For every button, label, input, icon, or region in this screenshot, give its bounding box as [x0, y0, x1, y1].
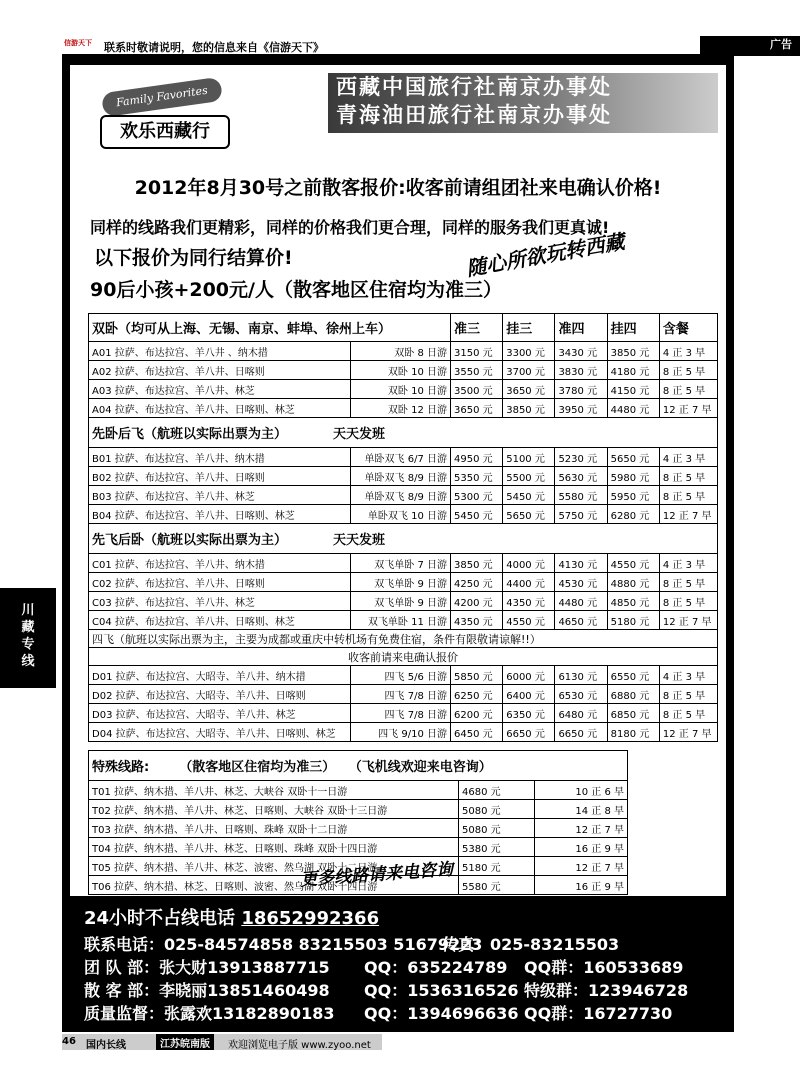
table-row — [89, 751, 628, 781]
table-cell: 8 正 5 早 — [659, 380, 717, 399]
section-label: 特殊线路: — [92, 760, 150, 775]
table-row — [89, 418, 718, 448]
table-cell: 4200 元 — [451, 592, 503, 611]
contact-text: QQ：1536316526 — [364, 981, 519, 1000]
edition-badge: 江苏皖南版 — [156, 1034, 214, 1050]
table-cell: 5580 元 — [459, 876, 535, 895]
headline: 2012年8月30号之前散客报价:收客前请组团社来电确认价格! — [134, 177, 662, 199]
table-cell: 4530 元 — [555, 573, 607, 592]
table-cell: 3430 元 — [555, 342, 607, 361]
table-cell: 单卧双飞 8/9 日游 — [350, 467, 450, 486]
table-cell: 5630 元 — [555, 467, 607, 486]
table-row — [89, 723, 718, 742]
table-row — [89, 448, 718, 467]
table-cell: 4350 元 — [451, 611, 503, 630]
table-cell: 4880 元 — [607, 573, 659, 592]
table-cell: 8 正 5 早 — [659, 573, 717, 592]
table-cell: 8 正 5 早 — [659, 592, 717, 611]
table-cell: 5580 元 — [555, 486, 607, 505]
table-cell: 双飞单卧 9 日游 — [350, 573, 450, 592]
contact-text: QQ群：160533689 — [524, 958, 684, 977]
table-cell: 双飞单卧 11 日游 — [350, 611, 450, 630]
table-cell: 4 正 3 早 — [659, 342, 717, 361]
table-row — [89, 486, 718, 505]
table-cell: B02 拉萨、布达拉宫、羊八井、日喀则 — [89, 467, 351, 486]
contact-text: 联系电话：025-84574858 83215503 51679223 — [84, 935, 483, 954]
footer-web: 欢迎浏览电子版 www.zyoo.net — [228, 1040, 371, 1051]
table-cell: 四飞 5/6 日游 — [350, 666, 450, 685]
table-cell: 4550 元 — [503, 611, 555, 630]
table-cell: D02 拉萨、布达拉宫、大昭寺、羊八井、日喀则 — [89, 685, 351, 704]
table-row — [89, 838, 628, 857]
section-header — [89, 751, 628, 781]
table-cell: 3830 元 — [555, 361, 607, 380]
table-cell: A01 拉萨、布达拉宫、羊八井 、纳木措 — [89, 342, 351, 361]
ad-tag: 广告 — [700, 36, 800, 54]
table-cell: 6530 元 — [555, 685, 607, 704]
section-note: 天天发班 — [333, 533, 386, 548]
section-label: 先飞后卧（航班以实际出票为主） — [92, 533, 288, 548]
table-cell: 6450 元 — [451, 723, 503, 742]
section-label: 先卧后飞（航班以实际出票为主） — [92, 427, 288, 442]
table-cell: 4480 元 — [555, 592, 607, 611]
contact-text: 散 客 部：李晓丽13851460498 — [84, 981, 330, 1000]
table-cell: 4650 元 — [555, 611, 607, 630]
table-cell: 5180 元 — [459, 857, 535, 876]
table-cell: 12 正 7 早 — [659, 399, 717, 418]
table-cell: 16 正 9 早 — [535, 876, 628, 895]
page-number: 46 — [62, 1036, 76, 1047]
table-cell: 3650 元 — [503, 380, 555, 399]
table-cell: 双卧 10 日游 — [350, 361, 450, 380]
table-cell: 5080 元 — [459, 819, 535, 838]
table-row — [89, 573, 718, 592]
table-cell: 4680 元 — [459, 781, 535, 800]
table-cell: 5100 元 — [503, 448, 555, 467]
table-cell: 双飞单卧 9 日游 — [350, 592, 450, 611]
table-cell: 8 正 5 早 — [659, 467, 717, 486]
table-cell: 3550 元 — [451, 361, 503, 380]
table-cell: B04 拉萨、布达拉宫、羊八井、日喀则、林芝 — [89, 505, 351, 524]
table-cell: A02 拉萨、布达拉宫、羊八井、日喀则 — [89, 361, 351, 380]
table-cell: C01 拉萨、布达拉宫、羊八井、纳木措 — [89, 554, 351, 573]
table-cell: 8 正 5 早 — [659, 361, 717, 380]
table-row — [89, 524, 718, 554]
contact-text: QQ群：16727730 — [524, 1004, 673, 1023]
table-row — [89, 342, 718, 361]
hotline-number: 18652992366 — [241, 908, 380, 929]
table-row — [89, 380, 718, 399]
column-header: 挂四 — [607, 314, 659, 342]
table-cell: 5950 元 — [607, 486, 659, 505]
table-cell: 5450 元 — [451, 505, 503, 524]
section-header — [89, 418, 718, 448]
table-cell: 6550 元 — [607, 666, 659, 685]
table-cell: B01 拉萨、布达拉宫、羊八井、纳木措 — [89, 448, 351, 467]
top-bar — [62, 36, 800, 56]
table-cell: 6480 元 — [555, 704, 607, 723]
table-cell: 12 正 7 早 — [659, 611, 717, 630]
table-cell: 8 正 5 早 — [659, 704, 717, 723]
section-label: （散客地区住宿均为准三） — [179, 760, 336, 775]
table-cell: 6000 元 — [503, 666, 555, 685]
table-cell: C04 拉萨、布达拉宫、羊八井、日喀则、林芝 — [89, 611, 351, 630]
agency-logo — [92, 81, 242, 161]
section-note: 四飞（航班以实际出票为主，主要为成都或重庆中转机场有免费住宿，条件有限敬请谅解!!） — [89, 630, 718, 648]
hotline — [84, 904, 379, 930]
table-cell: 12 正 7 早 — [535, 819, 628, 838]
settlement-note: 以下报价为同行结算价! — [94, 247, 293, 269]
table-row — [89, 467, 718, 486]
table-cell: 3950 元 — [555, 399, 607, 418]
table-cell: 3150 元 — [451, 342, 503, 361]
tagline: 随心所欲玩转西藏 — [464, 229, 627, 281]
table-cell: 6880 元 — [607, 685, 659, 704]
contact-text: 团 队 部：张大财13913887715 — [84, 958, 330, 977]
table-cell: 6650 元 — [503, 723, 555, 742]
table-cell: 5750 元 — [555, 505, 607, 524]
table-row — [89, 666, 718, 685]
table-cell: 3500 元 — [451, 380, 503, 399]
table-cell: 单卧双飞 10 日游 — [350, 505, 450, 524]
banner-line-2: 青海油田旅行社南京办事处 — [336, 103, 612, 127]
table-cell: 4400 元 — [503, 573, 555, 592]
table-cell: 4130 元 — [555, 554, 607, 573]
table-row — [89, 554, 718, 573]
column-header: 含餐 — [659, 314, 717, 342]
table-cell: 四飞 9/10 日游 — [350, 723, 450, 742]
contact-text: 质量监督：张露欢13182890183 — [84, 1004, 335, 1023]
table-cell: 5080 元 — [459, 800, 535, 819]
table-cell: 4550 元 — [607, 554, 659, 573]
table-cell: 5650 元 — [503, 505, 555, 524]
table-cell: D03 拉萨、布达拉宫、大昭寺、羊八井、林芝 — [89, 704, 351, 723]
table-cell: 4 正 3 早 — [659, 448, 717, 467]
side-tab: 川藏专线 — [0, 588, 56, 688]
table-cell: 5350 元 — [451, 467, 503, 486]
table-cell: A04 拉萨、布达拉宫、羊八井、日喀则、林芝 — [89, 399, 351, 418]
table-cell: 4350 元 — [503, 592, 555, 611]
contact-text: QQ：635224789 — [364, 958, 508, 977]
table-row — [89, 611, 718, 630]
table-cell: 3700 元 — [503, 361, 555, 380]
footer — [62, 1034, 382, 1050]
table-cell: 双卧 10 日游 — [350, 380, 450, 399]
table-cell: 4250 元 — [451, 573, 503, 592]
table-cell: 4950 元 — [451, 448, 503, 467]
table-cell: 6130 元 — [555, 666, 607, 685]
banner-line-1: 西藏中国旅行社南京办事处 — [336, 75, 612, 99]
table-cell: 4150 元 — [607, 380, 659, 399]
table-cell: T03 拉萨、纳木措、羊八井、日喀则、珠峰 双卧十二日游 — [89, 819, 459, 838]
agency-banner — [328, 73, 718, 133]
table-cell: 12 正 7 早 — [659, 505, 717, 524]
table-cell: T01 拉萨、纳木措、羊八井、林芝、大峡谷 双卧十一日游 — [89, 781, 459, 800]
logo-script: Family Favorites — [101, 77, 223, 117]
table-cell: 5230 元 — [555, 448, 607, 467]
table-cell: 14 正 8 早 — [535, 800, 628, 819]
table-cell: 双卧 8 日游 — [350, 342, 450, 361]
contact-text: 特级群：123946728 — [524, 981, 689, 1000]
contact-text: QQ：1394696636 — [364, 1004, 519, 1023]
table-cell: 5180 元 — [607, 611, 659, 630]
table-cell: 双卧 12 日游 — [350, 399, 450, 418]
ad-frame — [62, 56, 734, 1032]
table-cell: 3650 元 — [451, 399, 503, 418]
section-label: （飞机线欢迎来电咨询） — [355, 760, 492, 775]
table-cell: T02 拉萨、纳木措、羊八井、林芝、日喀则、大峡谷 双卧十三日游 — [89, 800, 459, 819]
table-cell: 4 正 3 早 — [659, 554, 717, 573]
table-cell: 5500 元 — [503, 467, 555, 486]
table-cell: C02 拉萨、布达拉宫、羊八井、日喀则 — [89, 573, 351, 592]
hotline-label: 24小时不占线电话 — [84, 908, 242, 929]
table-cell: 5300 元 — [451, 486, 503, 505]
table-cell: 5380 元 — [459, 838, 535, 857]
table-row — [89, 314, 718, 342]
table-row — [89, 505, 718, 524]
table-cell: 8 正 5 早 — [659, 685, 717, 704]
column-header: 准四 — [555, 314, 607, 342]
table-cell: 单卧双飞 8/9 日游 — [350, 486, 450, 505]
contact-text: 传真：025-83215503 — [442, 935, 620, 954]
slogan: 同样的线路我们更精彩，同样的价格我们更合理，同样的服务我们更真诚! — [90, 218, 610, 237]
footer-section: 国内长线 — [86, 1040, 126, 1051]
table-cell: 5450 元 — [503, 486, 555, 505]
table-cell: 4480 元 — [607, 399, 659, 418]
table-cell: D04 拉萨、布达拉宫、大昭寺、羊八井、日喀则、林芝 — [89, 723, 351, 742]
kids-surcharge: 90后小孩+200元/人（散客地区住宿均为准三） — [90, 279, 502, 301]
table-cell: 6650 元 — [555, 723, 607, 742]
table-row — [89, 648, 718, 666]
column-header: 准三 — [451, 314, 503, 342]
table-cell: 8 正 5 早 — [659, 486, 717, 505]
table-row — [89, 630, 718, 648]
table-cell: C03 拉萨、布达拉宫、羊八井、林芝 — [89, 592, 351, 611]
table-cell: 双飞单卧 7 日游 — [350, 554, 450, 573]
table-cell: 4850 元 — [607, 592, 659, 611]
table-cell: 6350 元 — [503, 704, 555, 723]
table-cell: 四飞 7/8 日游 — [350, 685, 450, 704]
table-cell: 6250 元 — [451, 685, 503, 704]
table-cell: T04 拉萨、纳木措、羊八井、林芝、日喀则、珠峰 双卧十四日游 — [89, 838, 459, 857]
table-row — [89, 800, 628, 819]
more-routes: 更多线路请来电咨询 — [299, 859, 454, 891]
section-note: 天天发班 — [333, 427, 386, 442]
table-cell: T06 拉萨、纳木措、林芝、日喀则、波密、然乌湖 双卧十四日游 — [89, 876, 459, 895]
table-cell: 单卧双飞 6/7 日游 — [350, 448, 450, 467]
table-cell: 3850 元 — [503, 399, 555, 418]
table-cell: 6200 元 — [451, 704, 503, 723]
table-cell: 4 正 3 早 — [659, 666, 717, 685]
table-cell: 4180 元 — [607, 361, 659, 380]
table-cell: 5650 元 — [607, 448, 659, 467]
table-row — [89, 399, 718, 418]
table-cell: 6850 元 — [607, 704, 659, 723]
table-header-label: 双卧（均可从上海、无锡、南京、蚌埠、徐州上车） — [89, 314, 451, 342]
column-header: 挂三 — [503, 314, 555, 342]
table-row — [89, 361, 718, 380]
table-cell: 10 正 6 早 — [535, 781, 628, 800]
section-header — [89, 524, 718, 554]
table-cell: 5850 元 — [451, 666, 503, 685]
table-cell: 四飞 7/8 日游 — [350, 704, 450, 723]
table-row — [89, 819, 628, 838]
table-cell: 6400 元 — [503, 685, 555, 704]
table-row — [89, 592, 718, 611]
table-cell: 8180 元 — [607, 723, 659, 742]
table-cell: 12 正 7 早 — [535, 857, 628, 876]
table-cell: 3850 元 — [451, 554, 503, 573]
table-cell: T05 拉萨、纳木措、羊八井、林芝、波密、然乌湖 双卧十二日游 — [89, 857, 459, 876]
table-cell: 6280 元 — [607, 505, 659, 524]
section-note: 收客前请来电确认报价 — [89, 648, 718, 666]
table-cell: 3780 元 — [555, 380, 607, 399]
table-cell: 16 正 9 早 — [535, 838, 628, 857]
table-cell: D01 拉萨、布达拉宫、大昭寺、羊八井、纳木措 — [89, 666, 351, 685]
source-notice: 联系时敬请说明，您的信息来自《信游天下》 — [104, 41, 324, 54]
logo-text: 欢乐西藏行 — [100, 115, 230, 149]
table-cell: 3850 元 — [607, 342, 659, 361]
table-row — [89, 704, 718, 723]
table-cell: B03 拉萨、布达拉宫、羊八井、林芝 — [89, 486, 351, 505]
table-cell: 12 正 7 早 — [659, 723, 717, 742]
price-table — [88, 313, 718, 742]
ad-content — [70, 65, 726, 896]
table-row — [89, 685, 718, 704]
table-cell: 5980 元 — [607, 467, 659, 486]
table-row — [89, 781, 628, 800]
brand-logo: 信游天下 — [64, 39, 92, 47]
table-cell: 4000 元 — [503, 554, 555, 573]
table-cell: 3300 元 — [503, 342, 555, 361]
table-cell: A03 拉萨、布达拉宫、羊八井、林芝 — [89, 380, 351, 399]
